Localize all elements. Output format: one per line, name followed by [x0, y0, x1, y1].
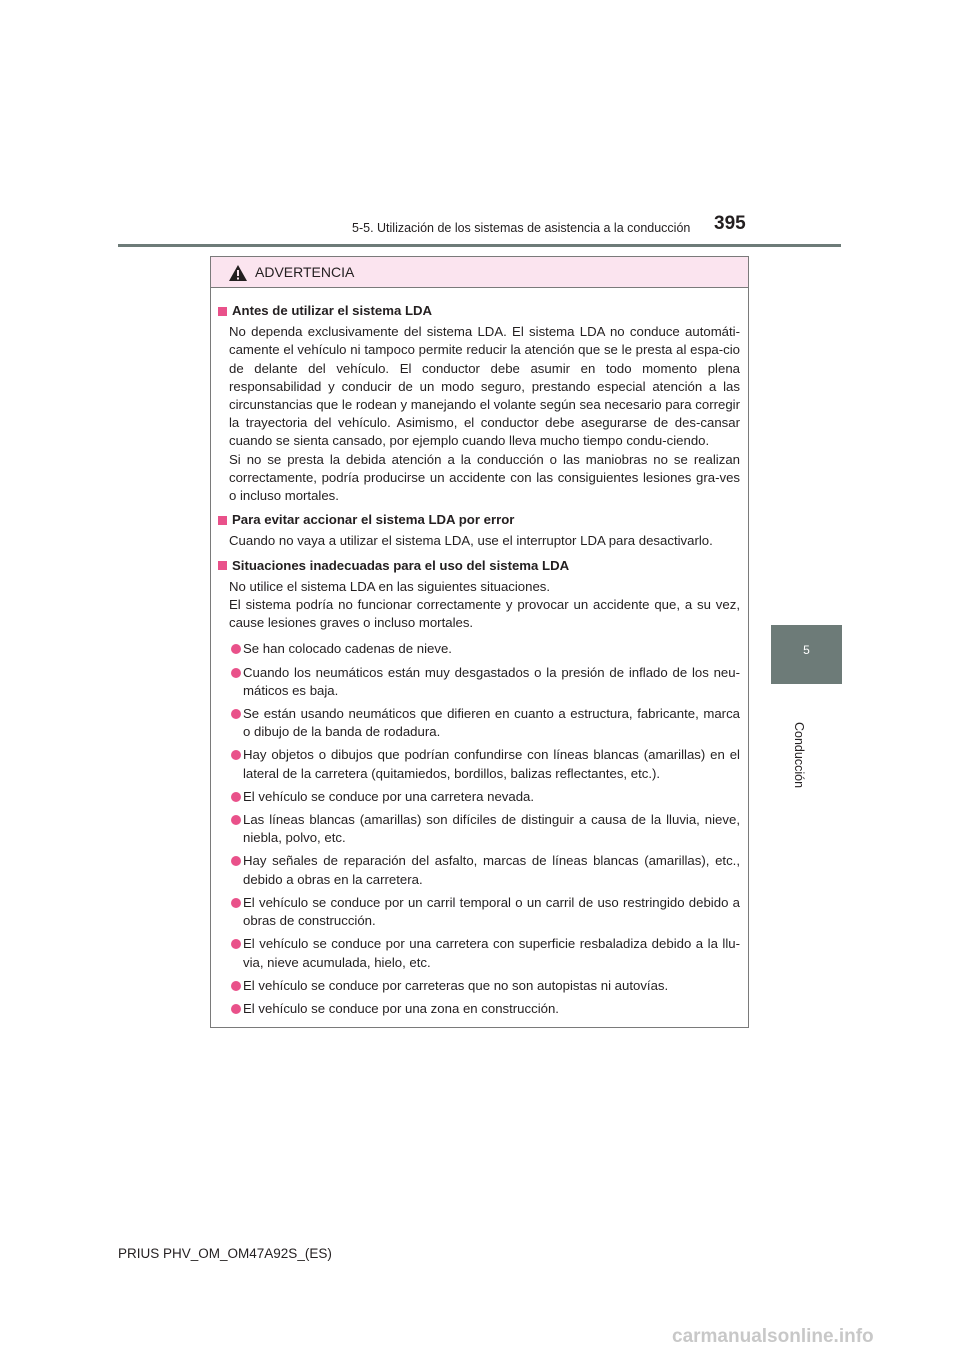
round-bullet-icon	[231, 815, 241, 825]
warning-triangle-icon	[228, 264, 248, 282]
list-item-text: Se han colocado cadenas de nieve.	[243, 641, 452, 657]
warning-header	[211, 257, 748, 288]
section-heading-text: Antes de utilizar el sistema LDA	[232, 303, 433, 318]
round-bullet-icon	[231, 981, 241, 991]
round-bullet-icon	[231, 792, 241, 802]
section-heading	[218, 511, 740, 529]
paragraph: El sistema podría no funcionar correctamente y provocar un accidente que, a su vez, cause lesiones graves o incluso mortales.	[229, 597, 740, 631]
list-item-text: El vehículo se conduce por una zona en construcción.	[243, 1000, 559, 1016]
round-bullet-icon	[231, 898, 241, 908]
paragraph: Cuando no vaya a utilizar el sistema LDA, use el interruptor LDA para desactivarlo.	[229, 533, 713, 549]
list-item-text: El vehículo se conduce por un carril temporal o un carril de uso restringido debido a obras de construcción.	[243, 894, 740, 929]
round-bullet-icon	[231, 856, 241, 866]
paragraph: Si no se presta la debida atención a la conducción o las maniobras no se realizan correctamente, podría producirse un accidente con las consiguientes lesiones gra-ves o incluso mortales.	[229, 451, 740, 504]
list-item-text: El vehículo se conduce por una carretera con superficie resbaladiza debido a la llu-via, nieve acumulada, hielo, etc.	[243, 936, 740, 970]
list-item	[218, 935, 740, 971]
list-item	[218, 705, 740, 741]
chapter-label: Conducción	[792, 722, 806, 789]
section-heading-text: Para evitar accionar el sistema LDA por error	[232, 512, 515, 528]
round-bullet-icon	[231, 644, 241, 654]
warning-body	[211, 288, 748, 1018]
list-item-text: El vehículo se conduce por una carretera nevada.	[243, 788, 535, 804]
list-item-text: Cuando los neumáticos están muy desgastados o la presión de inflado de los neu-máticos es baja.	[243, 664, 740, 698]
document-code: PRIUS PHV_OM_OM47A92S_(ES)	[118, 1246, 332, 1261]
page-number: 395	[714, 213, 746, 234]
round-bullet-icon	[231, 1004, 241, 1014]
list-item	[218, 788, 740, 806]
section-situaciones	[218, 557, 740, 1018]
header-rule	[118, 244, 841, 247]
list-item	[218, 894, 740, 930]
round-bullet-icon	[231, 709, 241, 719]
round-bullet-icon	[231, 668, 241, 678]
list-item	[218, 977, 740, 995]
square-bullet-icon	[218, 516, 227, 525]
list-item	[218, 1000, 740, 1018]
list-item	[218, 811, 740, 847]
list-item-text: Hay objetos o dibujos que podrían confundirse con líneas blancas (amarillas) en el lateral de la carretera (quitamiedos, bordillos, balizas reflectantes, etc.).	[243, 747, 740, 781]
section-heading	[218, 302, 740, 320]
list-item	[218, 640, 740, 658]
chapter-tab	[771, 625, 842, 684]
list-item-text: Se están usando neumáticos que difieren en cuanto a estructura, fabricante, marca o dibujo de la banda de rodadura.	[243, 706, 740, 740]
round-bullet-icon	[231, 750, 241, 760]
warning-title: ADVERTENCIA	[255, 264, 355, 280]
round-bullet-icon	[231, 939, 241, 949]
list-item	[218, 852, 740, 888]
square-bullet-icon	[218, 561, 227, 570]
watermark: carmanualsonline.info	[672, 1326, 874, 1347]
warning-box	[210, 256, 749, 1028]
section-antes	[218, 302, 740, 505]
list-item	[218, 664, 740, 700]
section-evitar	[218, 511, 740, 550]
chapter-number: 5	[803, 643, 810, 657]
section-title: 5-5. Utilización de los sistemas de asistencia a la conducción	[352, 221, 691, 235]
list-item-text: Las líneas blancas (amarillas) son difíciles de distinguir a causa de la lluvia, nieve, niebla, polvo, etc.	[243, 812, 740, 846]
square-bullet-icon	[218, 307, 227, 316]
situation-list	[218, 640, 740, 1018]
list-item	[218, 746, 740, 782]
list-item-text: El vehículo se conduce por carreteras que no son autopistas ni autovías.	[243, 977, 669, 993]
list-item-text: Hay señales de reparación del asfalto, marcas de líneas blancas (amarillas), etc., debido a obras en la carretera.	[243, 853, 740, 887]
section-heading-text: Situaciones inadecuadas para el uso del sistema LDA	[232, 557, 570, 573]
paragraph: No dependa exclusivamente del sistema LDA. El sistema LDA no conduce automáti-camente el vehículo ni tampoco permite reducir la atención que se le presta al espa-cio de delante del vehículo. El conductor debe asumir en todo momento plena responsabilidad y conducir de un modo seguro, prestando especial atención a las circunstancias que le rodean y manejando el volante según sea necesario para corregir la trayectoria del vehículo. Asimismo, el conductor debe asegurarse de des-cansar cuando se sienta cansado, por ejemplo cuando lleva mucho tiempo condu-ciendo.	[229, 324, 740, 449]
paragraph: No utilice el sistema LDA en las siguientes situaciones.	[229, 578, 551, 594]
section-heading	[218, 557, 740, 575]
